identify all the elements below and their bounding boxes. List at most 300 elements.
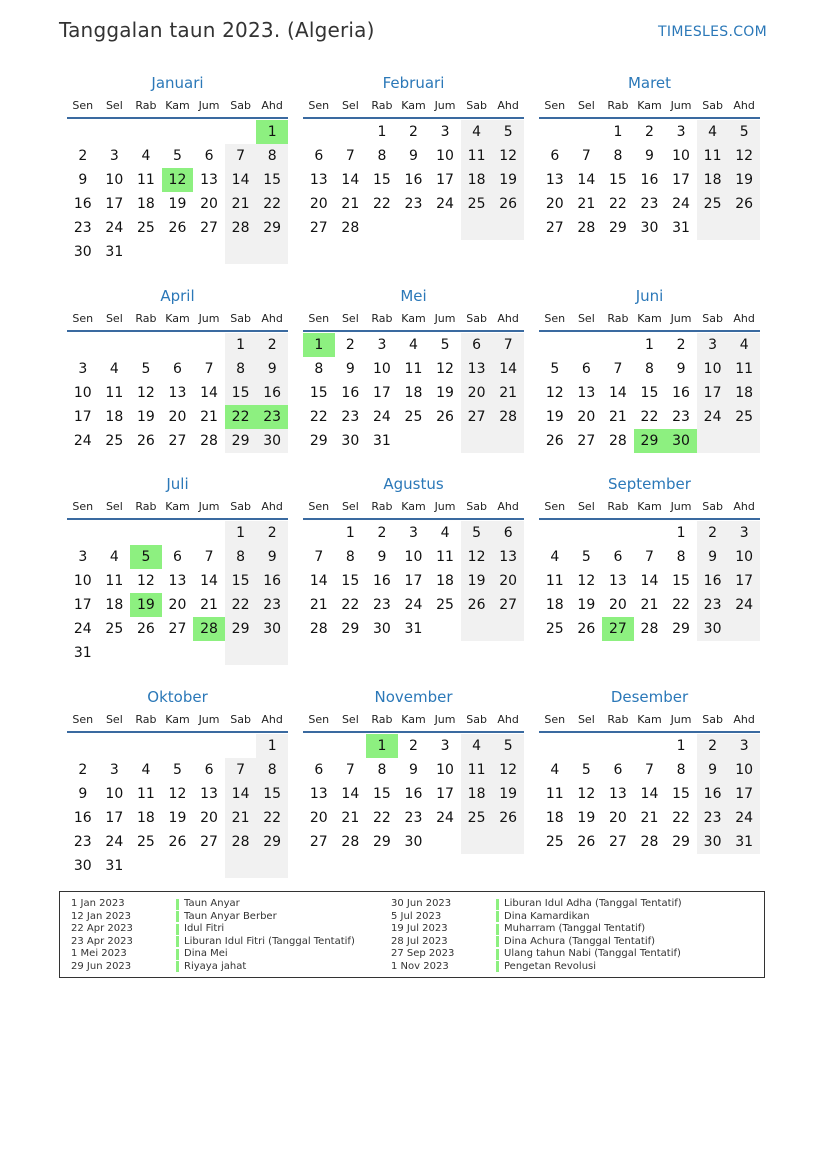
day-cell: 16 [697,782,729,806]
day-cell: 19 [436,385,454,401]
empty-day-cell [162,240,194,264]
empty-day-cell [398,216,430,240]
day-cell: 5 [461,521,493,545]
day-cell: 3 [676,124,686,140]
day-cell: 15 [640,385,659,401]
day-cell: 23 [73,220,92,236]
day-cell: 19 [728,168,760,192]
day-cell: 10 [105,786,124,802]
day-cell: 1 [613,124,623,140]
day-cell: 22 [672,810,690,826]
empty-day-cell [429,429,461,453]
day-cell: 12 [728,144,760,168]
weekday-label: Kam [401,312,426,325]
day-cell: 13 [577,385,596,401]
empty-day-cell [602,521,634,545]
day-cell: 13 [309,172,328,188]
empty-day-cell [697,429,729,453]
weekday-label: Sab [466,99,487,112]
holiday-day-cell: 12 [162,168,194,192]
day-cell: 17 [728,569,760,593]
day-cell: 14 [200,573,218,589]
weekday-header [303,308,524,332]
empty-day-cell [162,333,194,357]
day-cell: 30 [256,617,288,641]
day-cell: 7 [204,361,214,377]
day-cell: 7 [645,762,654,778]
day-cell: 24 [73,433,92,449]
day-cell: 26 [136,621,155,637]
weekday-label: Rab [371,713,393,726]
day-cell: 20 [545,196,564,212]
legend-row [391,961,682,974]
day-cell: 10 [73,385,92,401]
weekday-label: Sen [544,99,566,112]
day-cell: 16 [73,810,92,826]
empty-day-cell [162,734,194,758]
day-cell: 9 [409,148,418,164]
day-cell: 19 [577,597,596,613]
day-cell: 18 [697,168,729,192]
empty-day-cell [571,734,603,758]
weekday-label: Jum [198,312,220,325]
day-cell: 3 [440,738,450,754]
day-cell: 29 [225,617,257,641]
weekday-label: Kam [637,99,662,112]
day-cell: 30 [256,429,288,453]
weekday-label: Jum [670,500,692,513]
holiday-day-cell: 30 [665,429,697,453]
day-cell: 26 [545,433,564,449]
day-cell: 15 [256,782,288,806]
weekday-label: Ahd [261,312,283,325]
empty-day-cell [130,734,162,758]
day-cell: 22 [640,409,659,425]
weekday-label: Jum [434,500,456,513]
day-cell: 6 [461,333,493,357]
day-cell: 22 [672,597,690,613]
day-cell: 20 [492,569,524,593]
day-cell: 12 [492,144,524,168]
legend-row [391,923,682,936]
day-cell: 14 [341,786,360,802]
weekday-header [539,496,760,520]
day-cell: 7 [345,148,355,164]
weekday-label: Jum [434,713,456,726]
day-cell: 26 [136,433,155,449]
days-grid [539,734,760,854]
holiday-day-cell: 5 [130,545,162,569]
day-cell: 5 [141,361,151,377]
day-cell: 24 [404,597,423,613]
day-cell: 12 [577,573,596,589]
empty-day-cell [634,734,666,758]
empty-day-cell [429,216,461,240]
days-grid [303,521,524,641]
empty-day-cell [225,240,257,264]
holiday-day-cell: 29 [634,429,666,453]
empty-day-cell [130,240,162,264]
month-name: Januari [151,74,204,92]
day-cell: 5 [581,549,591,565]
day-cell: 10 [404,549,423,565]
day-cell: 6 [173,549,182,565]
day-cell: 31 [672,220,690,236]
day-cell: 5 [173,762,182,778]
legend-row [71,948,355,961]
day-cell: 30 [404,834,423,850]
day-cell: 15 [309,385,328,401]
day-cell: 4 [141,148,151,164]
empty-day-cell [99,521,131,545]
day-cell: 24 [105,834,124,850]
day-cell: 11 [461,144,493,168]
weekday-label: Sab [230,99,251,112]
day-cell: 2 [78,148,88,164]
empty-day-cell [492,429,524,453]
day-cell: 20 [200,196,218,212]
day-cell: 7 [345,762,355,778]
legend-date: 12 Jan 2023 [71,910,131,922]
day-cell: 31 [105,244,124,260]
day-cell: 10 [73,573,92,589]
weekday-label: Kam [165,500,190,513]
day-cell: 2 [78,762,88,778]
legend-holiday-name: Taun Anyar Berber [184,910,277,922]
legend-row [391,898,682,911]
holiday-marker-icon [176,911,179,922]
day-cell: 29 [341,621,360,637]
day-cell: 26 [492,192,524,216]
empty-day-cell [492,216,524,240]
weekday-label: Jum [670,713,692,726]
weekday-label: Kam [637,312,662,325]
month-name: Mei [400,287,427,305]
day-cell: 29 [608,220,627,236]
day-cell: 2 [256,521,288,545]
day-cell: 21 [200,409,218,425]
weekday-label: Ahd [497,99,519,112]
day-cell: 5 [581,762,591,778]
empty-day-cell [492,830,524,854]
day-cell: 10 [436,148,454,164]
day-cell: 14 [225,168,257,192]
month-maret [539,72,760,285]
day-cell: 26 [168,834,187,850]
day-cell: 1 [225,521,257,545]
weekday-label: Sel [105,99,123,112]
empty-day-cell [398,429,430,453]
day-cell: 2 [697,521,729,545]
day-cell: 17 [697,381,729,405]
day-cell: 3 [440,124,450,140]
day-cell: 21 [492,381,524,405]
day-cell: 16 [640,172,659,188]
holiday-marker-icon [496,961,499,972]
day-cell: 1 [676,525,686,541]
empty-day-cell [130,521,162,545]
day-cell: 21 [341,810,360,826]
brand-link[interactable]: TIMESLES.COM [658,24,767,40]
day-cell: 20 [200,810,218,826]
day-cell: 7 [613,361,623,377]
day-cell: 19 [168,196,187,212]
weekday-label: Kam [637,713,662,726]
day-cell: 18 [136,810,155,826]
day-cell: 3 [78,361,88,377]
empty-day-cell [130,854,162,878]
day-cell: 24 [728,806,760,830]
weekday-label: Sab [702,713,723,726]
empty-day-cell [99,734,131,758]
weekday-label: Sen [308,99,330,112]
legend-row [391,936,682,949]
day-cell: 20 [168,597,187,613]
day-cell: 15 [256,168,288,192]
day-cell: 16 [341,385,360,401]
day-cell: 16 [404,786,423,802]
day-cell: 16 [672,385,690,401]
day-cell: 19 [461,569,493,593]
day-cell: 23 [372,597,391,613]
day-cell: 10 [672,148,690,164]
empty-day-cell [461,830,493,854]
empty-day-cell [67,734,99,758]
weekday-label: Rab [135,713,157,726]
day-cell: 21 [341,196,360,212]
day-cell: 17 [73,409,92,425]
day-cell: 14 [492,357,524,381]
weekday-header [539,709,760,733]
weekday-header [303,95,524,119]
legend-holiday-name: Pengetan Revolusi [504,960,597,972]
day-cell: 25 [545,621,564,637]
day-cell: 1 [225,333,257,357]
day-cell: 3 [109,762,119,778]
legend-holiday-name: Liburan Idul Fitri (Tanggal Tentatif) [184,935,355,947]
day-cell: 10 [697,357,729,381]
day-cell: 19 [492,782,524,806]
day-cell: 26 [492,806,524,830]
day-cell: 22 [372,810,391,826]
holiday-marker-icon [176,936,179,947]
day-cell: 12 [492,758,524,782]
day-cell: 2 [409,738,418,754]
day-cell: 28 [225,216,257,240]
day-cell: 14 [309,573,328,589]
day-cell: 23 [73,834,92,850]
empty-day-cell [193,120,225,144]
day-cell: 8 [225,545,257,569]
empty-day-cell [193,734,225,758]
day-cell: 18 [105,597,124,613]
weekday-label: Ahd [261,500,283,513]
day-cell: 6 [492,521,524,545]
day-cell: 14 [225,782,257,806]
day-cell: 9 [78,786,88,802]
holiday-marker-icon [176,899,179,910]
day-cell: 3 [728,521,760,545]
weekday-label: Ahd [733,312,755,325]
day-cell: 25 [136,220,155,236]
weekday-header [303,709,524,733]
day-cell: 29 [309,433,328,449]
day-cell: 18 [436,573,454,589]
month-name: Agustus [383,475,444,493]
day-cell: 23 [341,409,360,425]
day-cell: 4 [440,525,450,541]
day-cell: 16 [73,196,92,212]
day-cell: 11 [697,144,729,168]
day-cell: 27 [461,405,493,429]
empty-day-cell [130,641,162,665]
holiday-marker-icon [496,911,499,922]
legend-holiday-name: Dina Kamardikan [504,910,590,922]
weekday-label: Sel [105,312,123,325]
holiday-day-cell: 1 [256,120,288,144]
day-cell: 24 [372,409,391,425]
day-cell: 4 [141,762,151,778]
weekday-label: Jum [670,312,692,325]
day-cell: 20 [168,409,187,425]
day-cell: 11 [404,361,423,377]
day-cell: 5 [728,120,760,144]
day-cell: 1 [345,525,355,541]
day-cell: 28 [341,220,360,236]
holiday-marker-icon [496,924,499,935]
day-cell: 4 [697,120,729,144]
empty-day-cell [225,120,257,144]
day-cell: 25 [105,433,124,449]
empty-day-cell [99,641,131,665]
day-cell: 15 [225,569,257,593]
day-cell: 2 [409,124,418,140]
days-grid [539,521,760,641]
day-cell: 15 [372,172,391,188]
legend-holiday-name: Ulang tahun Nabi (Tanggal Tentatif) [504,948,681,959]
weekday-header [303,496,524,520]
day-cell: 18 [461,782,493,806]
month-januari [67,72,288,285]
weekday-label: Kam [637,500,662,513]
day-cell: 12 [577,786,596,802]
empty-day-cell [256,240,288,264]
day-cell: 8 [345,549,355,565]
holiday-marker-icon [176,924,179,935]
day-cell: 25 [461,806,493,830]
weekday-label: Rab [371,500,393,513]
legend-row [71,961,355,974]
day-cell: 9 [345,361,355,377]
weekday-label: Ahd [497,312,519,325]
holiday-day-cell: 1 [366,734,398,758]
legend-holiday-name: Taun Anyar [184,898,240,909]
month-mei [303,285,524,473]
day-cell: 12 [436,361,454,377]
weekday-label: Sel [341,500,359,513]
empty-day-cell [303,734,335,758]
day-cell: 22 [256,806,288,830]
day-cell: 31 [73,645,92,661]
day-cell: 24 [105,220,124,236]
day-cell: 10 [728,545,760,569]
day-cell: 3 [78,549,88,565]
holiday-marker-icon [496,899,499,910]
day-cell: 9 [78,172,88,188]
day-cell: 2 [377,525,387,541]
empty-day-cell [162,854,194,878]
day-cell: 20 [309,196,328,212]
page-title: Tanggalan taun 2023. (Algeria) [59,18,375,42]
day-cell: 8 [225,357,257,381]
days-grid [303,734,524,854]
month-name: Februari [382,74,445,92]
weekday-label: Ahd [733,713,755,726]
day-cell: 9 [645,148,654,164]
day-cell: 9 [676,361,686,377]
empty-day-cell [335,120,367,144]
legend-holiday-name: Riyaya jahat [184,960,247,972]
day-cell: 29 [672,834,690,850]
empty-day-cell [130,120,162,144]
empty-day-cell [461,429,493,453]
day-cell: 25 [436,597,454,613]
empty-day-cell [728,216,760,240]
day-cell: 9 [256,357,288,381]
day-cell: 8 [676,762,686,778]
day-cell: 7 [204,549,214,565]
day-cell: 23 [404,810,423,826]
day-cell: 13 [168,385,187,401]
day-cell: 27 [200,834,218,850]
day-cell: 2 [676,337,686,353]
day-cell: 16 [372,573,391,589]
day-cell: 13 [168,573,187,589]
day-cell: 22 [608,196,627,212]
weekday-label: Rab [135,312,157,325]
day-cell: 29 [256,216,288,240]
day-cell: 20 [461,381,493,405]
empty-day-cell [728,617,760,641]
day-cell: 20 [608,810,627,826]
weekday-label: Sen [544,500,566,513]
legend-holiday-name: Dina Mei [184,948,228,959]
weekday-label: Rab [135,99,157,112]
day-cell: 31 [728,830,760,854]
day-cell: 29 [225,429,257,453]
weekday-label: Rab [607,500,629,513]
day-cell: 28 [309,621,328,637]
day-cell: 12 [461,545,493,569]
month-name: Juli [166,475,189,493]
day-cell: 16 [256,381,288,405]
empty-day-cell [539,521,571,545]
day-cell: 26 [461,593,493,617]
day-cell: 8 [645,361,654,377]
empty-day-cell [728,429,760,453]
empty-day-cell [492,617,524,641]
day-cell: 17 [728,782,760,806]
weekday-header [67,95,288,119]
empty-day-cell [193,333,225,357]
empty-day-cell [602,333,634,357]
month-november [303,686,524,876]
day-cell: 5 [492,734,524,758]
weekday-label: Sab [702,500,723,513]
day-cell: 4 [461,734,493,758]
month-name: Oktober [147,688,208,706]
day-cell: 25 [105,621,124,637]
